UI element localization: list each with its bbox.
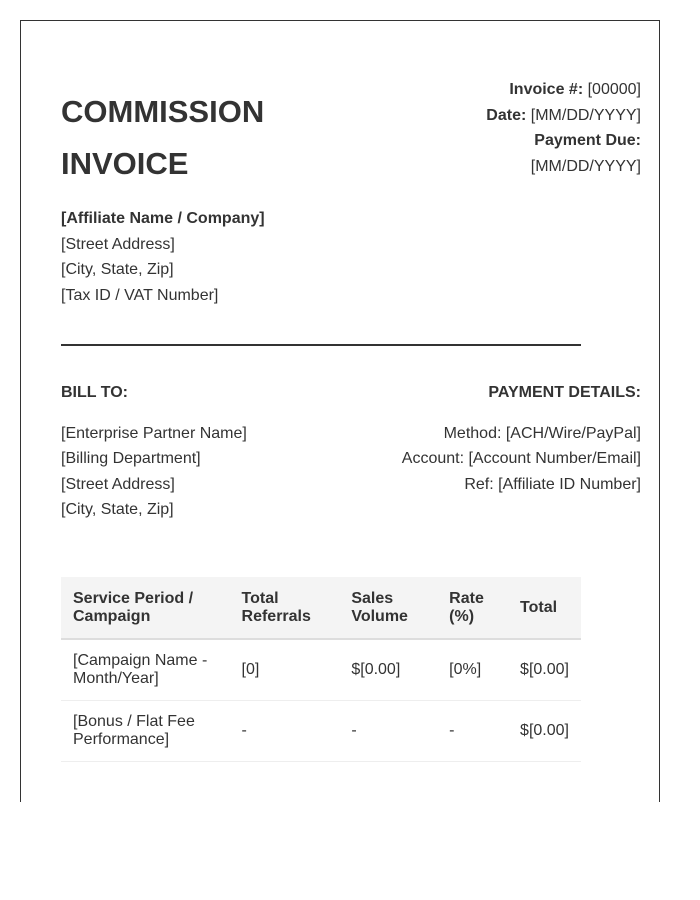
title-line-2: INVOICE [61, 146, 189, 181]
divider [61, 344, 581, 346]
table-cell: $[0.00] [508, 639, 581, 701]
invoice-number-value: [00000] [587, 81, 641, 98]
title-line-1: COMMISSION [61, 94, 265, 129]
table-cell: [0%] [437, 639, 508, 701]
invoice-date-label: Date: [486, 106, 527, 124]
table-row [61, 639, 581, 701]
invoice-date [486, 103, 641, 129]
column-header: Total [508, 577, 581, 639]
bill-to-line: [Billing Department] [61, 450, 201, 467]
payment-details-heading: PAYMENT DETAILS: [488, 384, 641, 401]
payment-method: Method: [ACH/Wire/PayPal] [443, 424, 641, 442]
payment-due-label: Payment Due: [534, 132, 641, 149]
table-cell: $[0.00] [508, 701, 581, 762]
table-cell: - [230, 701, 340, 762]
bill-to-line: [Enterprise Partner Name] [61, 424, 247, 442]
bill-to-line: [City, State, Zip] [61, 501, 174, 518]
payment-account: Account: [Account Number/Email] [401, 450, 641, 467]
affiliate-name: [Affiliate Name / Company] [61, 210, 265, 227]
bill-to-heading: BILL TO: [61, 384, 128, 401]
column-header: Total Referrals [230, 577, 340, 639]
table-cell: [Campaign Name - Month/Year] [61, 639, 230, 701]
column-header: Rate (%) [437, 577, 508, 639]
affiliate-city: [City, State, Zip] [61, 261, 174, 278]
invoice-date-value: [MM/DD/YYYY] [530, 106, 641, 124]
payment-details-section [402, 380, 641, 497]
affiliate-street: [Street Address] [61, 235, 175, 253]
column-header: Service Period / Campaign [61, 577, 230, 639]
table-header-row [61, 577, 581, 639]
affiliate-address [61, 206, 265, 308]
payment-reference: Ref: [Affiliate ID Number] [464, 475, 641, 493]
payment-due-value: [MM/DD/YYYY] [530, 157, 641, 175]
column-header: Sales Volume [339, 577, 437, 639]
table-cell: - [339, 701, 437, 762]
table-cell: [Bonus / Flat Fee Performance] [61, 701, 230, 762]
invoice-title [61, 86, 264, 190]
invoice-number [486, 77, 641, 103]
bill-to-section [61, 380, 247, 523]
table-cell: [0] [230, 639, 340, 701]
table-row [61, 701, 581, 762]
affiliate-tax-id: [Tax ID / VAT Number] [61, 286, 219, 304]
commission-table [61, 577, 581, 762]
bill-to-line: [Street Address] [61, 475, 175, 493]
table-cell: $[0.00] [339, 639, 437, 701]
table-cell: - [437, 701, 508, 762]
invoice-number-label: Invoice #: [509, 81, 584, 98]
invoice-meta [486, 77, 641, 179]
